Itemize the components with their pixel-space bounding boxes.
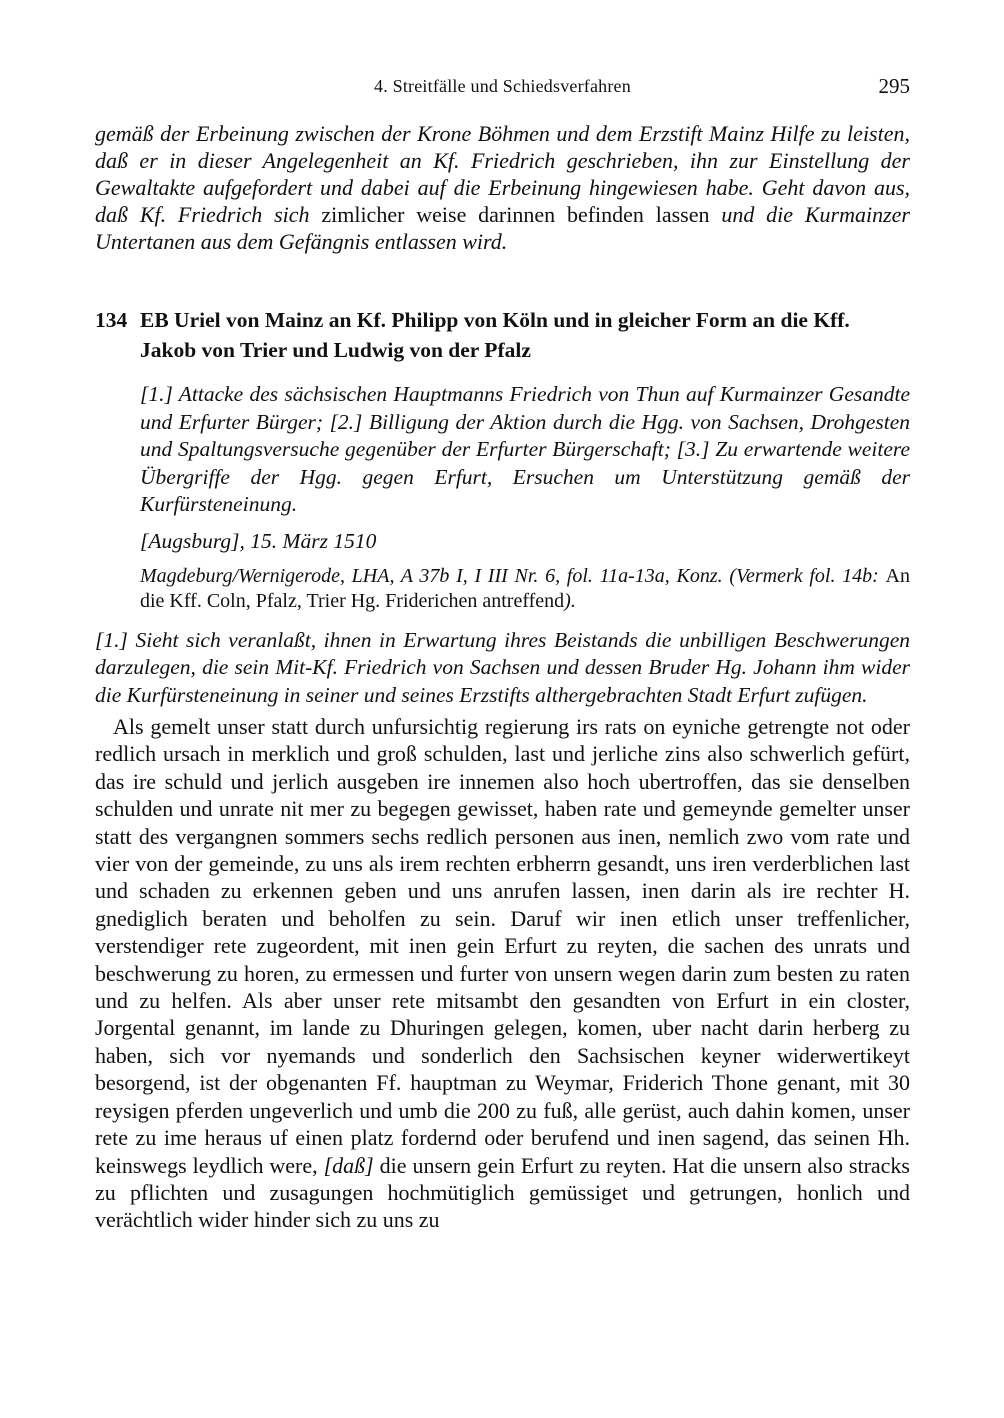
source-italic-text: Magdeburg/Wernigerode, LHA, A 37b I, I III Nr. 6, fol. 11a-13a, Konz. (Vermerk fol. 14b: (140, 564, 886, 587)
document-title: EB Uriel von Mainz an Kf. Philipp von Köln und in gleicher Form an die Kff. Jakob von Trier und Ludwig von der Pfalz (140, 308, 850, 362)
source-italic-text: ). (564, 590, 576, 612)
regest-italic-text: gemäß der Erbeinung zwischen der Krone Böhmen und dem Erzstift Mainz Hilfe zu leisten, daß er in dieser Angelegenheit an Kf. Friedrich geschrieben, ihn zur Einstellung der Gewaltakte aufgefordert und dabei auf die Erbeinung hingewiesen habe. Geht davon aus, daß Kf. Friedrich sich (95, 121, 910, 227)
document-dateline: [Augsburg], 15. März 1510 (140, 528, 377, 553)
document-head-block (140, 381, 910, 615)
document-number: 134 (95, 308, 128, 332)
editorial-insertion: [daß] (323, 1152, 374, 1178)
transcription-text: die unsern gein Erfurt zu reyten. Hat die unsern also stracks zu pflichten und zusagungen hochmütiglich gemüssiget und getrungen, honlich und verächtlich wider hinder sich zu uns zu (95, 1152, 910, 1233)
chapter-title: 4. Streitfälle und Schiedsverfahren (374, 76, 631, 96)
carryover-regest-paragraph (95, 120, 910, 255)
regest-paragraph: [1.] Sieht sich veranlaßt, ihnen in Erwartung ihres Beistands die unbilligen Beschwerungen darzulegen, die sein Mit-Kf. Friedrich von Sachsen und dessen Bruder Hg. Johann ihm wider die Kurfürsteneinung in seiner und seines Erzstifts althergebrachten Stadt Erfurt zufügen. (95, 627, 910, 707)
archival-source-reference (140, 564, 910, 615)
page-number: 295 (878, 74, 910, 98)
source-note-text: An die Kff. Coln, Pfalz, Trier Hg. Friderichen antreffend (140, 564, 910, 612)
transcription-paragraph (95, 713, 910, 1234)
transcription-text: Als gemelt unser statt durch unfursichtig regierung irs rats on eyniche getrengte not oder redlich ursach in merklich und groß schulden, last und jerliche zins also schwerlich gefürt, das ire schuld und jerlich ausgeben ire innemen also hoch ubertroffen, das sie denselben schulden und unrate nit mer zu begegen gewisset, haben rate und gemeynde gemelter unser statt des vergangnen sommers sechs redlich personen aus inen, nemlich zwo vom rate und vier von der gemeinde, zu uns als irem rechten erbherrn gesandt, uns iren verderblichen last und schaden zu erkennen geben und uns anrufen lassen, inen darin als ire rechter H. gnediglich beraten und beholfen zu sein. Daruf wir inen etlich unser treffenlicher, verstendiger rete zugeordent, mit inen gein Erfurt zu reyten, die sachen des unrats und beschwerung zu horen, zu ermessen und furter von unsern wegen darin zum besten zu raten und zu helfen. Als aber unser rete mitsambt den gesandten von Erfurt in ein closter, Jorgental genannt, im lande zu Dhuringen gelegen, komen, uber nacht darin herberg zu haben, sich vor nyemands und sonderlich den Sachsischen keyner widerwertikeyt besorgend, ist der obgenanten Ff. hauptman zu Weymar, Friderich Thone genant, mit 30 reysigen pferden ungeverlich und umb die 200 zu fuß, alle gerüst, auch dahin komen, unser rete zu ime heraus uf einen platz fordernd oder berufend und inen sagend, das seinen Hh. keinswegs leydlich were, (95, 714, 910, 1178)
document-heading (95, 305, 910, 365)
running-header (95, 76, 910, 102)
document-summary: [1.] Attacke des sächsischen Hauptmanns Friedrich von Thun auf Kurmainzer Gesandte und Erfurter Bürger; [2.] Billigung der Aktion durch die Hgg. von Sachsen, Drohgesten und Spaltungsversuche gegenüber der Erfurter Bürgerschaft; [3.] Zu erwartende weitere Übergriffe der Hgg. gegen Erfurt, Ersuchen um Unterstützung gemäß der Kurfürsteneinung. (140, 382, 910, 516)
quoted-source-text: zimlicher weise darinnen befinden lassen (321, 202, 722, 227)
regest-italic-text: und die Kurmainzer Untertanen aus dem Gefängnis entlassen wird. (95, 202, 910, 254)
